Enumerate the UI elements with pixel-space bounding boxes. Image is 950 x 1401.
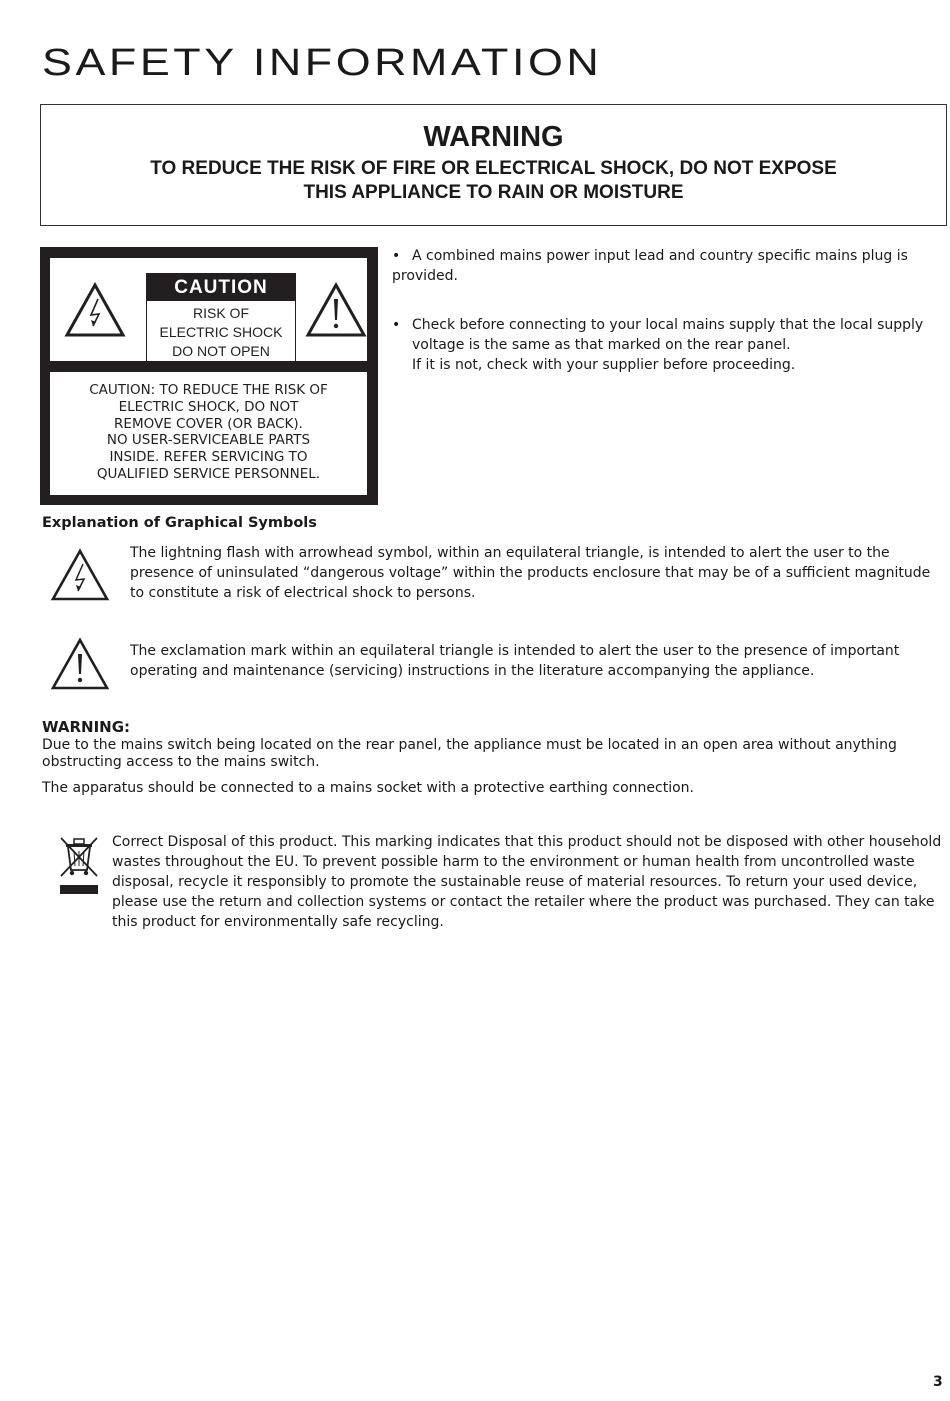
caution-lower-panel — [50, 372, 367, 495]
lightning-triangle-icon — [64, 282, 126, 338]
explanation-heading: Explanation of Graphical Symbols — [42, 515, 317, 531]
bullet-marker: • — [392, 248, 401, 264]
caution-lower-line: INSIDE. REFER SERVICING TO — [109, 449, 308, 466]
warning-line-1: TO REDUCE THE RISK OF FIRE OR ELECTRICAL SHOCK, DO NOT EXPOSE — [150, 158, 837, 179]
bullet-item-2-text: Check before connecting to your local mains supply that the local supply voltage is the same as that marked on the rear panel. — [412, 317, 924, 353]
caution-lower-line: CAUTION: TO REDUCE THE RISK OF — [89, 382, 328, 398]
bullet-marker: • — [392, 317, 401, 333]
bullet-item-1-text: A combined mains power input lead and country specific mains plug is provided. — [392, 248, 908, 284]
caution-lower-line: NO USER-SERVICEABLE PARTS — [106, 432, 311, 449]
mains-switch-warning-text: Due to the mains switch being located on the rear panel, the appliance must be located in an open area without anything obstructing access to the mains switch. — [42, 737, 897, 770]
caution-lower-line: ELECTRIC SHOCK, DO NOT — [118, 398, 299, 415]
caution-sub-line-1: RISK OF — [192, 305, 249, 321]
warning-line-2: THIS APPLIANCE TO RAIN OR MOISTURE — [303, 182, 684, 203]
exclamation-triangle-icon — [50, 637, 110, 691]
caution-sub-line-2: ELECTRIC SHOCK — [159, 324, 283, 340]
bullet-item-1 — [392, 246, 932, 286]
warning-subheading: WARNING: — [42, 718, 131, 736]
lightning-symbol-text: The lightning flash with arrowhead symbol, within an equilateral triangle, is intended to alert the user to the presence of uninsulated “dangerous voltage” within the products enclosure that may be of a sufficient magnitude to constitute a risk of electrical shock to persons. — [130, 545, 931, 601]
caution-title: CAUTION — [147, 274, 295, 301]
bullet-item-2 — [392, 315, 932, 375]
lightning-triangle-icon — [50, 548, 110, 602]
caution-subtext — [147, 301, 295, 361]
caution-upper-panel — [50, 258, 367, 361]
caution-sub-line-3: DO NOT OPEN — [172, 343, 270, 359]
earthing-text: The apparatus should be connected to a mains socket with a protective earthing connection. — [42, 780, 694, 796]
caution-label — [40, 247, 378, 505]
bullet-item-2-text-cont: If it is not, check with your supplier before proceeding. — [412, 357, 796, 373]
warning-heading: WARNING — [423, 121, 564, 153]
exclamation-symbol-text: The exclamation mark within an equilateral triangle is intended to alert the user to the presence of important operating and maintenance (servicing) instructions in the literature accompanying the appliance. — [130, 643, 900, 679]
caution-lower-line: REMOVE COVER (OR BACK). — [114, 415, 303, 432]
weee-bin-icon — [58, 832, 100, 898]
exclamation-triangle-icon — [305, 282, 367, 338]
warning-box — [40, 104, 947, 226]
disposal-text: Correct Disposal of this product. This marking indicates that this product should not be disposed with other household wastes throughout the EU. To prevent possible harm to the environment or human health from uncontrolled waste disposal, recycle it responsibly to promote the sustainable reuse of material resources. To return your used device, please use the return and collection systems or contact the retailer where the product was purchased. They can take this product for environmentally safe recycling. — [112, 834, 942, 930]
caution-badge — [146, 273, 296, 368]
caution-lower-line: QUALIFIED SERVICE PERSONNEL. — [96, 465, 321, 482]
bullet-list — [392, 246, 932, 375]
page-title: SAFETY INFORMATION — [42, 42, 603, 84]
page-number: 3 — [933, 1374, 943, 1390]
